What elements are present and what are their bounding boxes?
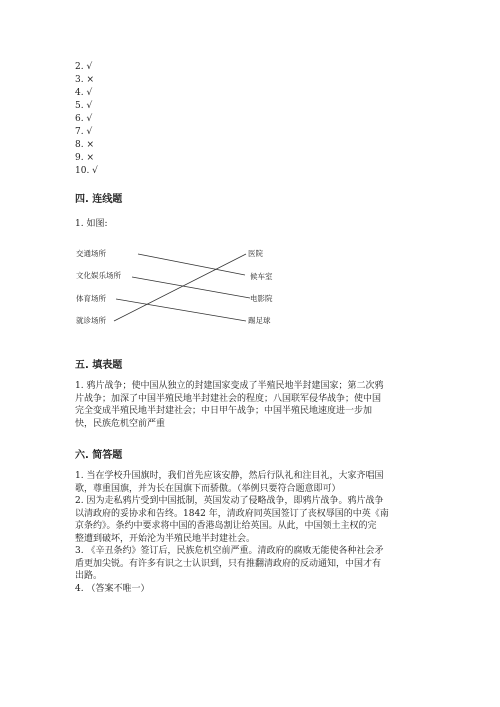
- left-item: 体育场所: [76, 294, 106, 303]
- answer-item: 9. ×: [75, 153, 94, 163]
- answer-item: 5. √: [75, 101, 93, 111]
- answer-item: 4. √: [75, 88, 93, 98]
- right-item: 踢足球: [248, 316, 271, 325]
- right-item: 电影院: [250, 294, 273, 303]
- text-line: 4. （答案不唯一）: [75, 583, 150, 594]
- answer-item: 3. ×: [75, 75, 94, 85]
- right-item: 医院: [248, 249, 263, 258]
- text-line: 以清政府的妥协求和告终。1842 年，清政府同英国签订了丧权辱国的中英《南: [75, 508, 389, 519]
- matching-diagram: [70, 243, 310, 328]
- text-line: 1. 当在学校升国旗时，我们首先应该安静，然后行队礼和注目礼，大家齐唱国: [75, 471, 384, 481]
- text-line: 出路。: [75, 571, 103, 581]
- answer-item: 8. ×: [75, 140, 94, 150]
- right-item: 候车室: [250, 272, 273, 281]
- section5-heading: 五. 填表题: [75, 360, 123, 371]
- text-line: 3. 《辛丑条约》签订后，民族危机空前严重。清政府的腐败无能使各种社会矛: [75, 546, 384, 556]
- text-line: 完全变成半殖民地半封建社会；中日甲午战争；中国半殖民地速度进一步加: [75, 406, 373, 416]
- section4-heading: 四. 连线题: [75, 194, 123, 205]
- text-line: 京条约》。条约中要求将中国的香港岛割让给英国。从此，中国领土主权的完: [75, 521, 377, 531]
- answer-item: 6. √: [75, 114, 93, 124]
- text-line: 歌，尊重国旗，并为长在国旗下而骄傲。（举例只要符合题意即可）: [75, 483, 341, 494]
- section5-answer: [75, 380, 430, 430]
- answer-item: 2. √: [75, 62, 93, 72]
- section4-intro: 1. 如图:: [75, 219, 108, 229]
- answer-item: 10. √: [75, 166, 98, 176]
- match-line: [114, 254, 246, 321]
- text-line: 2. 因为走私鸦片受到中国抵制，英国发动了侵略战争，即鸦片战争。鸦片战争: [75, 496, 384, 506]
- match-line: [138, 254, 245, 275]
- text-line: 盾更加尖锐。有许多有识之士认识到，只有推翻清政府的反动通知，中国才有: [75, 558, 382, 569]
- left-item: 就诊场所: [76, 316, 106, 325]
- left-item: 文化娱乐场所: [76, 271, 121, 280]
- section6-answer: [75, 470, 430, 595]
- left-item: 交通场所: [76, 249, 106, 258]
- section6-heading: 六. 简答题: [75, 450, 123, 461]
- answer-list: [75, 61, 98, 178]
- match-line: [132, 277, 250, 298]
- answer-item: 7. √: [75, 127, 93, 137]
- matching-lines: [70, 243, 310, 328]
- text-line: 快，民族危机空前严重: [75, 418, 166, 429]
- text-line: 1. 鸦片战争；使中国从独立的封建国家变成了半殖民地半封建国家；第二次鸦: [75, 381, 384, 391]
- text-line: 整遭到破坏，开始沦为半殖民地半封建社会。: [75, 533, 256, 544]
- text-line: 片战争；加深了中国半殖民地半封建社会的程度；八国联军侵华战争；使中国: [75, 393, 382, 404]
